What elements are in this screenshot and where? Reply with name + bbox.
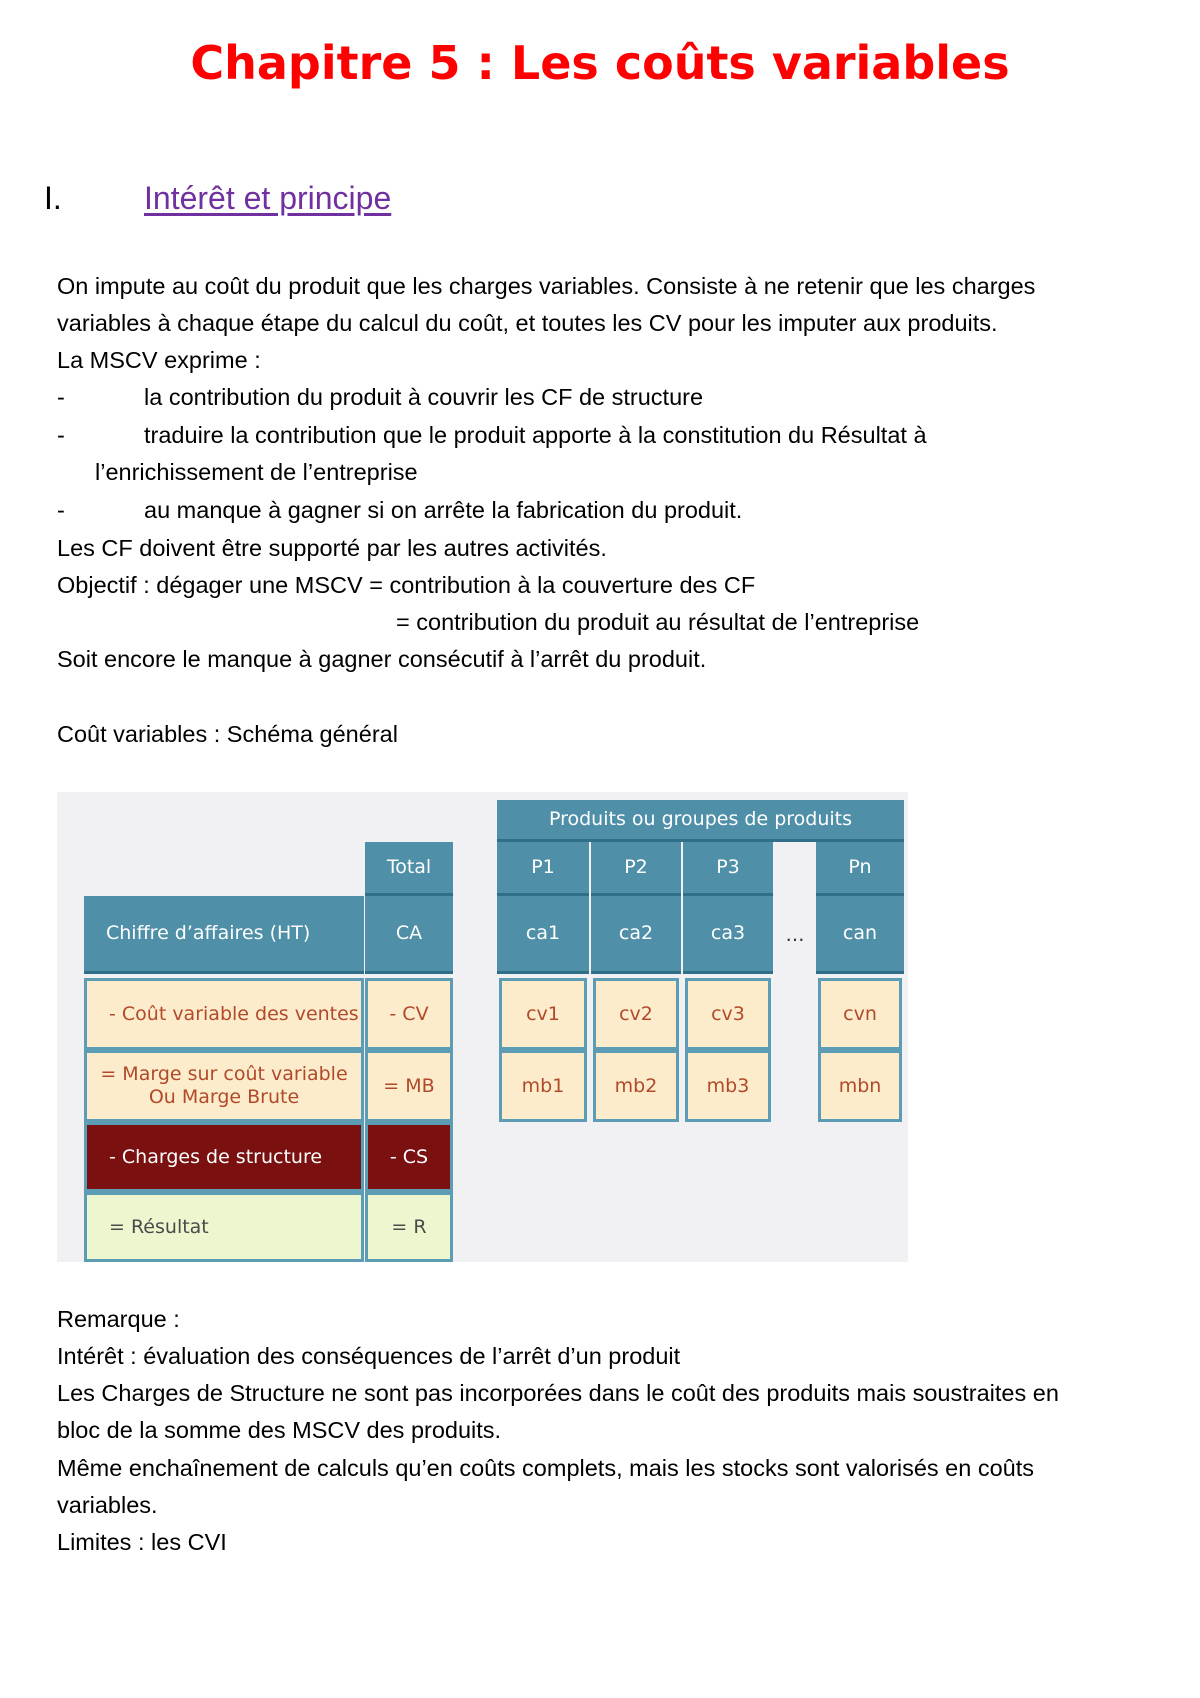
- value-can: can: [816, 896, 904, 974]
- products-group-header: Produits ou groupes de produits: [497, 800, 904, 842]
- total-ca: CA: [365, 896, 453, 974]
- remark-line-6: variables.: [57, 1492, 158, 1518]
- value-mb1: mb1: [499, 1050, 587, 1122]
- intro-line-7: Soit encore le manque à gagner consécutif à l’arrêt du produit.: [57, 646, 707, 672]
- bullet-dash: -: [57, 422, 65, 448]
- row-label-cs: - Charges de structure: [84, 1122, 364, 1192]
- product-header-p1: P1: [497, 842, 589, 896]
- row-label-mb: [84, 1050, 364, 1122]
- remark-line-3: Les Charges de Structure ne sont pas incorporées dans le coût des produits mais soustraites en: [57, 1380, 1059, 1406]
- page-title: Chapitre 5 : Les coûts variables: [190, 36, 1010, 90]
- objective-line: Objectif : dégager une MSCV = contribution à la couverture des CF: [57, 572, 756, 598]
- objective-line-2: = contribution du produit au résultat de l’entreprise: [396, 609, 920, 635]
- value-mb3: mb3: [685, 1050, 771, 1122]
- row-label-ca: Chiffre d’affaires (HT): [84, 896, 364, 974]
- bullet-2-continuation: l’enrichissement de l’entreprise: [95, 459, 418, 485]
- bullet-1: la contribution du produit à couvrir les CF de structure: [144, 384, 704, 410]
- remark-line-2: Intérêt : évaluation des conséquences de l’arrêt d’un produit: [57, 1343, 681, 1369]
- remark-line-4: bloc de la somme des MSCV des produits.: [57, 1417, 502, 1443]
- schema-caption: Coût variables : Schéma général: [57, 721, 398, 747]
- value-cv1: cv1: [499, 978, 587, 1050]
- section-number: I.: [44, 180, 62, 216]
- row-label-r: = Résultat: [84, 1192, 364, 1262]
- value-cv3: cv3: [685, 978, 771, 1050]
- section-title: Intérêt et principe: [144, 180, 392, 216]
- value-cvn: cvn: [818, 978, 902, 1050]
- row-label-cv: - Coût variable des ventes: [84, 978, 364, 1050]
- total-cs: - CS: [365, 1122, 453, 1192]
- value-mbn: mbn: [818, 1050, 902, 1122]
- value-ca2: ca2: [591, 896, 681, 974]
- bullet-dash: -: [57, 497, 65, 523]
- ellipsis: …: [785, 923, 805, 946]
- product-header-p3: P3: [683, 842, 773, 896]
- product-header-p2: P2: [591, 842, 681, 896]
- intro-line-2: variables à chaque étape du calcul du coût, et toutes les CV pour les imputer aux produits.: [57, 310, 998, 336]
- value-ca3: ca3: [683, 896, 773, 974]
- value-ca1: ca1: [497, 896, 589, 974]
- intro-line-3: La MSCV exprime :: [57, 347, 261, 373]
- intro-line-4: Les CF doivent être supporté par les autres activités.: [57, 535, 607, 561]
- total-header: Total: [365, 842, 453, 896]
- remark-line-5: Même enchaînement de calculs qu’en coûts complets, mais les stocks sont valorisés en coûts: [57, 1455, 1035, 1481]
- row-label-mb-line1: = Marge sur coût variable: [100, 1063, 348, 1085]
- bullet-2: traduire la contribution que le produit apporte à la constitution du Résultat à: [144, 422, 927, 448]
- row-label-mb-line2: Ou Marge Brute: [148, 1086, 300, 1108]
- product-header-pn: Pn: [816, 842, 904, 896]
- value-cv2: cv2: [593, 978, 679, 1050]
- bullet-3: au manque à gagner si on arrête la fabrication du produit.: [144, 497, 743, 523]
- bullet-dash: -: [57, 384, 65, 410]
- remark-title: Remarque :: [57, 1306, 180, 1332]
- schema-diagram: [57, 792, 908, 1262]
- total-cv: - CV: [365, 978, 453, 1050]
- remark-line-7: Limites : les CVI: [57, 1529, 227, 1555]
- value-mb2: mb2: [593, 1050, 679, 1122]
- total-r: = R: [365, 1192, 453, 1262]
- intro-line-1: On impute au coût du produit que les charges variables. Consiste à ne retenir que les charges: [57, 273, 1036, 299]
- total-mb: = MB: [365, 1050, 453, 1122]
